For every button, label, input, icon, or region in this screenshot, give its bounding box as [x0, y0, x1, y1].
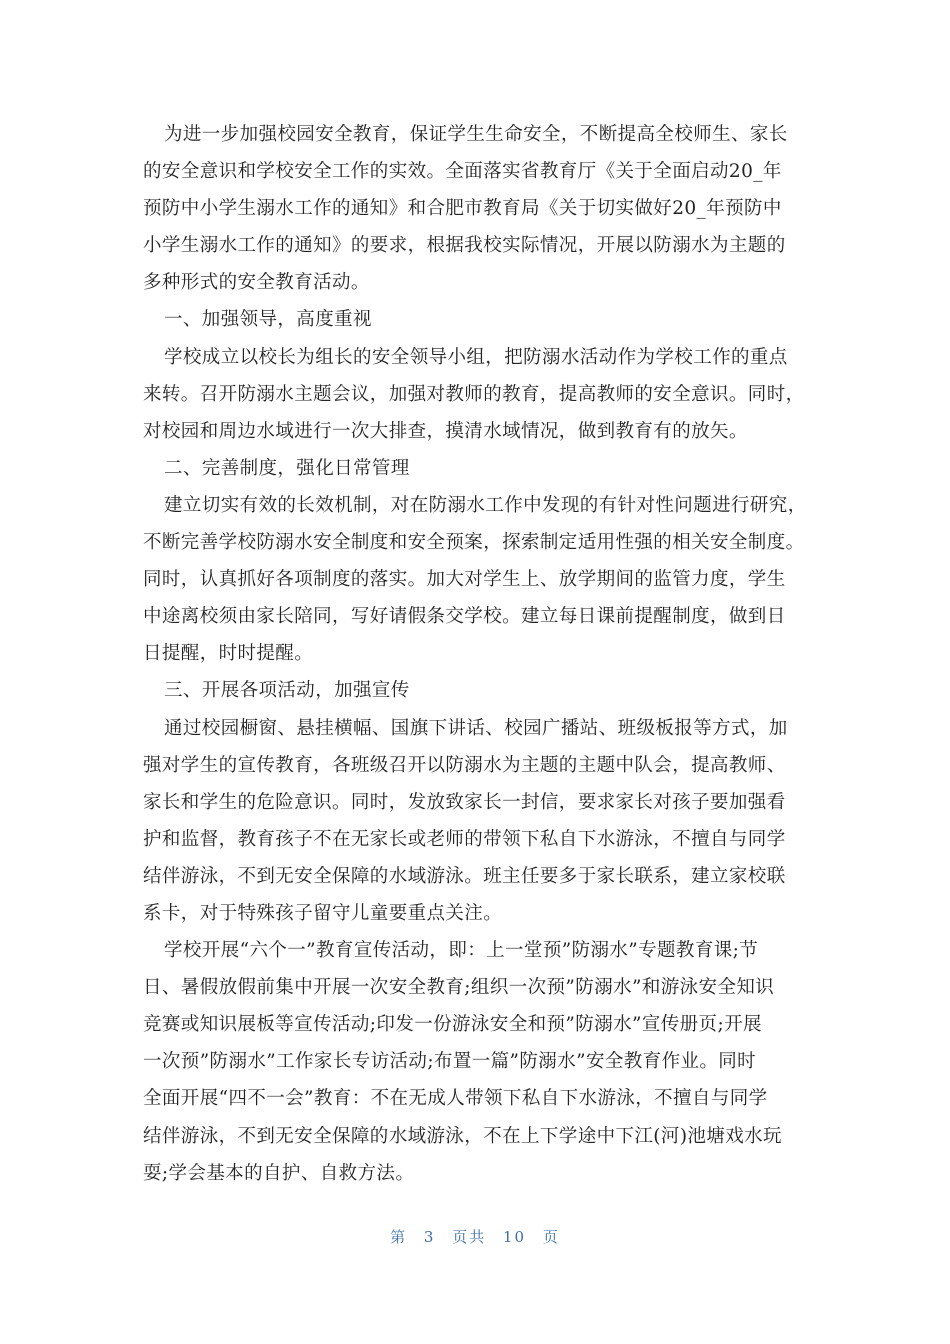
- paragraph-section3-line: 结伴游泳，不到无安全保障的水域游泳。班主任要多于家长联系，建立家校联: [143, 865, 786, 887]
- paragraph-section3-line: 强对学生的宣传教育，各班级召开以防溺水为主题的主题中队会，提高教师、: [143, 754, 786, 776]
- section-heading-2: 二、完善制度，强化日常管理: [164, 457, 410, 479]
- section-heading-1: 一、加强领导，高度重视: [164, 309, 372, 331]
- footer-middle: 页共: [452, 1228, 487, 1246]
- paragraph-section2-line: 同时，认真抓好各项制度的落实。加大对学生上、放学期间的监管力度，学生: [143, 569, 786, 591]
- document-body: [143, 116, 811, 1192]
- paragraph-section3-line: 系卡，对于特殊孩子留守儿童要重点关注。: [143, 902, 503, 924]
- paragraph-section2-line: 中途离校须由家长陪同，写好请假条交学校。建立每日课前提醒制度，做到日: [143, 606, 786, 628]
- footer-prefix: 第: [390, 1228, 408, 1246]
- section-heading-3: 三、开展各项活动，加强宣传: [164, 680, 410, 702]
- footer-current-page: 3: [423, 1228, 436, 1246]
- paragraph-section3-line: 护和监督，教育孩子不在无家长或老师的带领下私自下水游泳，不擅自与同学: [143, 828, 786, 850]
- paragraph-activities-line: 学校开展“六个一”教育宣传活动，即：上一堂预”防溺水”专题教育课;节: [164, 940, 759, 962]
- paragraph-intro-line: 的安全意识和学校安全工作的实效。全面落实省教育厅《关于全面启动20_年: [143, 161, 782, 183]
- paragraph-section2-line: 不断完善学校防溺水安全制度和安全预案，探索制定适用性强的相关安全制度。: [143, 532, 805, 554]
- footer-total-pages: 10: [503, 1228, 527, 1246]
- paragraph-activities-line: 耍;学会基本的自护、自救方法。: [143, 1162, 415, 1184]
- paragraph-intro-line: 为进一步加强校园安全教育，保证学生生命安全，不断提高全校师生、家长: [164, 124, 788, 145]
- paragraph-intro-line: 多种形式的安全教育活动。: [143, 272, 370, 294]
- paragraph-activities-line: 一次预”防溺水”工作家长专访活动;布置一篇”防溺水”安全教育作业。同时: [143, 1051, 757, 1073]
- paragraph-section2-line: 日提醒，时时提醒。: [143, 643, 314, 665]
- paragraph-intro-line: 预防中小学生溺水工作的通知》和合肥市教育局《关于切实做好20_年预防中: [143, 198, 782, 220]
- paragraph-section2-line: 建立切实有效的长效机制，对在防溺水工作中发现的有针对性问题进行研究，: [164, 494, 807, 516]
- paragraph-section3-line: 家长和学生的危险意识。同时，发放致家长一封信，要求家长对孩子要加强看: [143, 791, 786, 813]
- paragraph-section3-line: 通过校园橱窗、悬挂横幅、国旗下讲话、校园广播站、班级板报等方式，加: [164, 717, 788, 739]
- paragraph-activities-line: 竞赛或知识展板等宣传活动;印发一份游泳安全和预”防溺水”宣传册页;开展: [143, 1014, 762, 1036]
- paragraph-section1-line: 来转。召开防溺水主题会议，加强对教师的教育，提高教师的安全意识。同时，: [143, 383, 805, 405]
- paragraph-intro-line: 小学生溺水工作的通知》的要求，根据我校实际情况，开展以防溺水为主题的: [143, 235, 786, 257]
- paragraph-section1-line: 对校园和周边水域进行一次大排查，摸清水域情况，做到教育有的放矢。: [143, 420, 748, 442]
- paragraph-activities-line: 日、暑假放假前集中开展一次安全教育;组织一次预”防溺水”和游泳安全知识: [143, 977, 775, 999]
- footer-suffix: 页: [542, 1228, 560, 1246]
- paragraph-activities-line: 全面开展“四不一会”教育：不在无成人带领下私自下水游泳，不擅自与同学: [143, 1088, 768, 1110]
- page-footer: [0, 1226, 950, 1247]
- paragraph-activities-line: 结伴游泳，不到无安全保障的水域游泳，不在上下学途中下江(河)池塘戏水玩: [143, 1125, 782, 1147]
- paragraph-section1-line: 学校成立以校长为组长的安全领导小组，把防溺水活动作为学校工作的重点: [164, 346, 788, 368]
